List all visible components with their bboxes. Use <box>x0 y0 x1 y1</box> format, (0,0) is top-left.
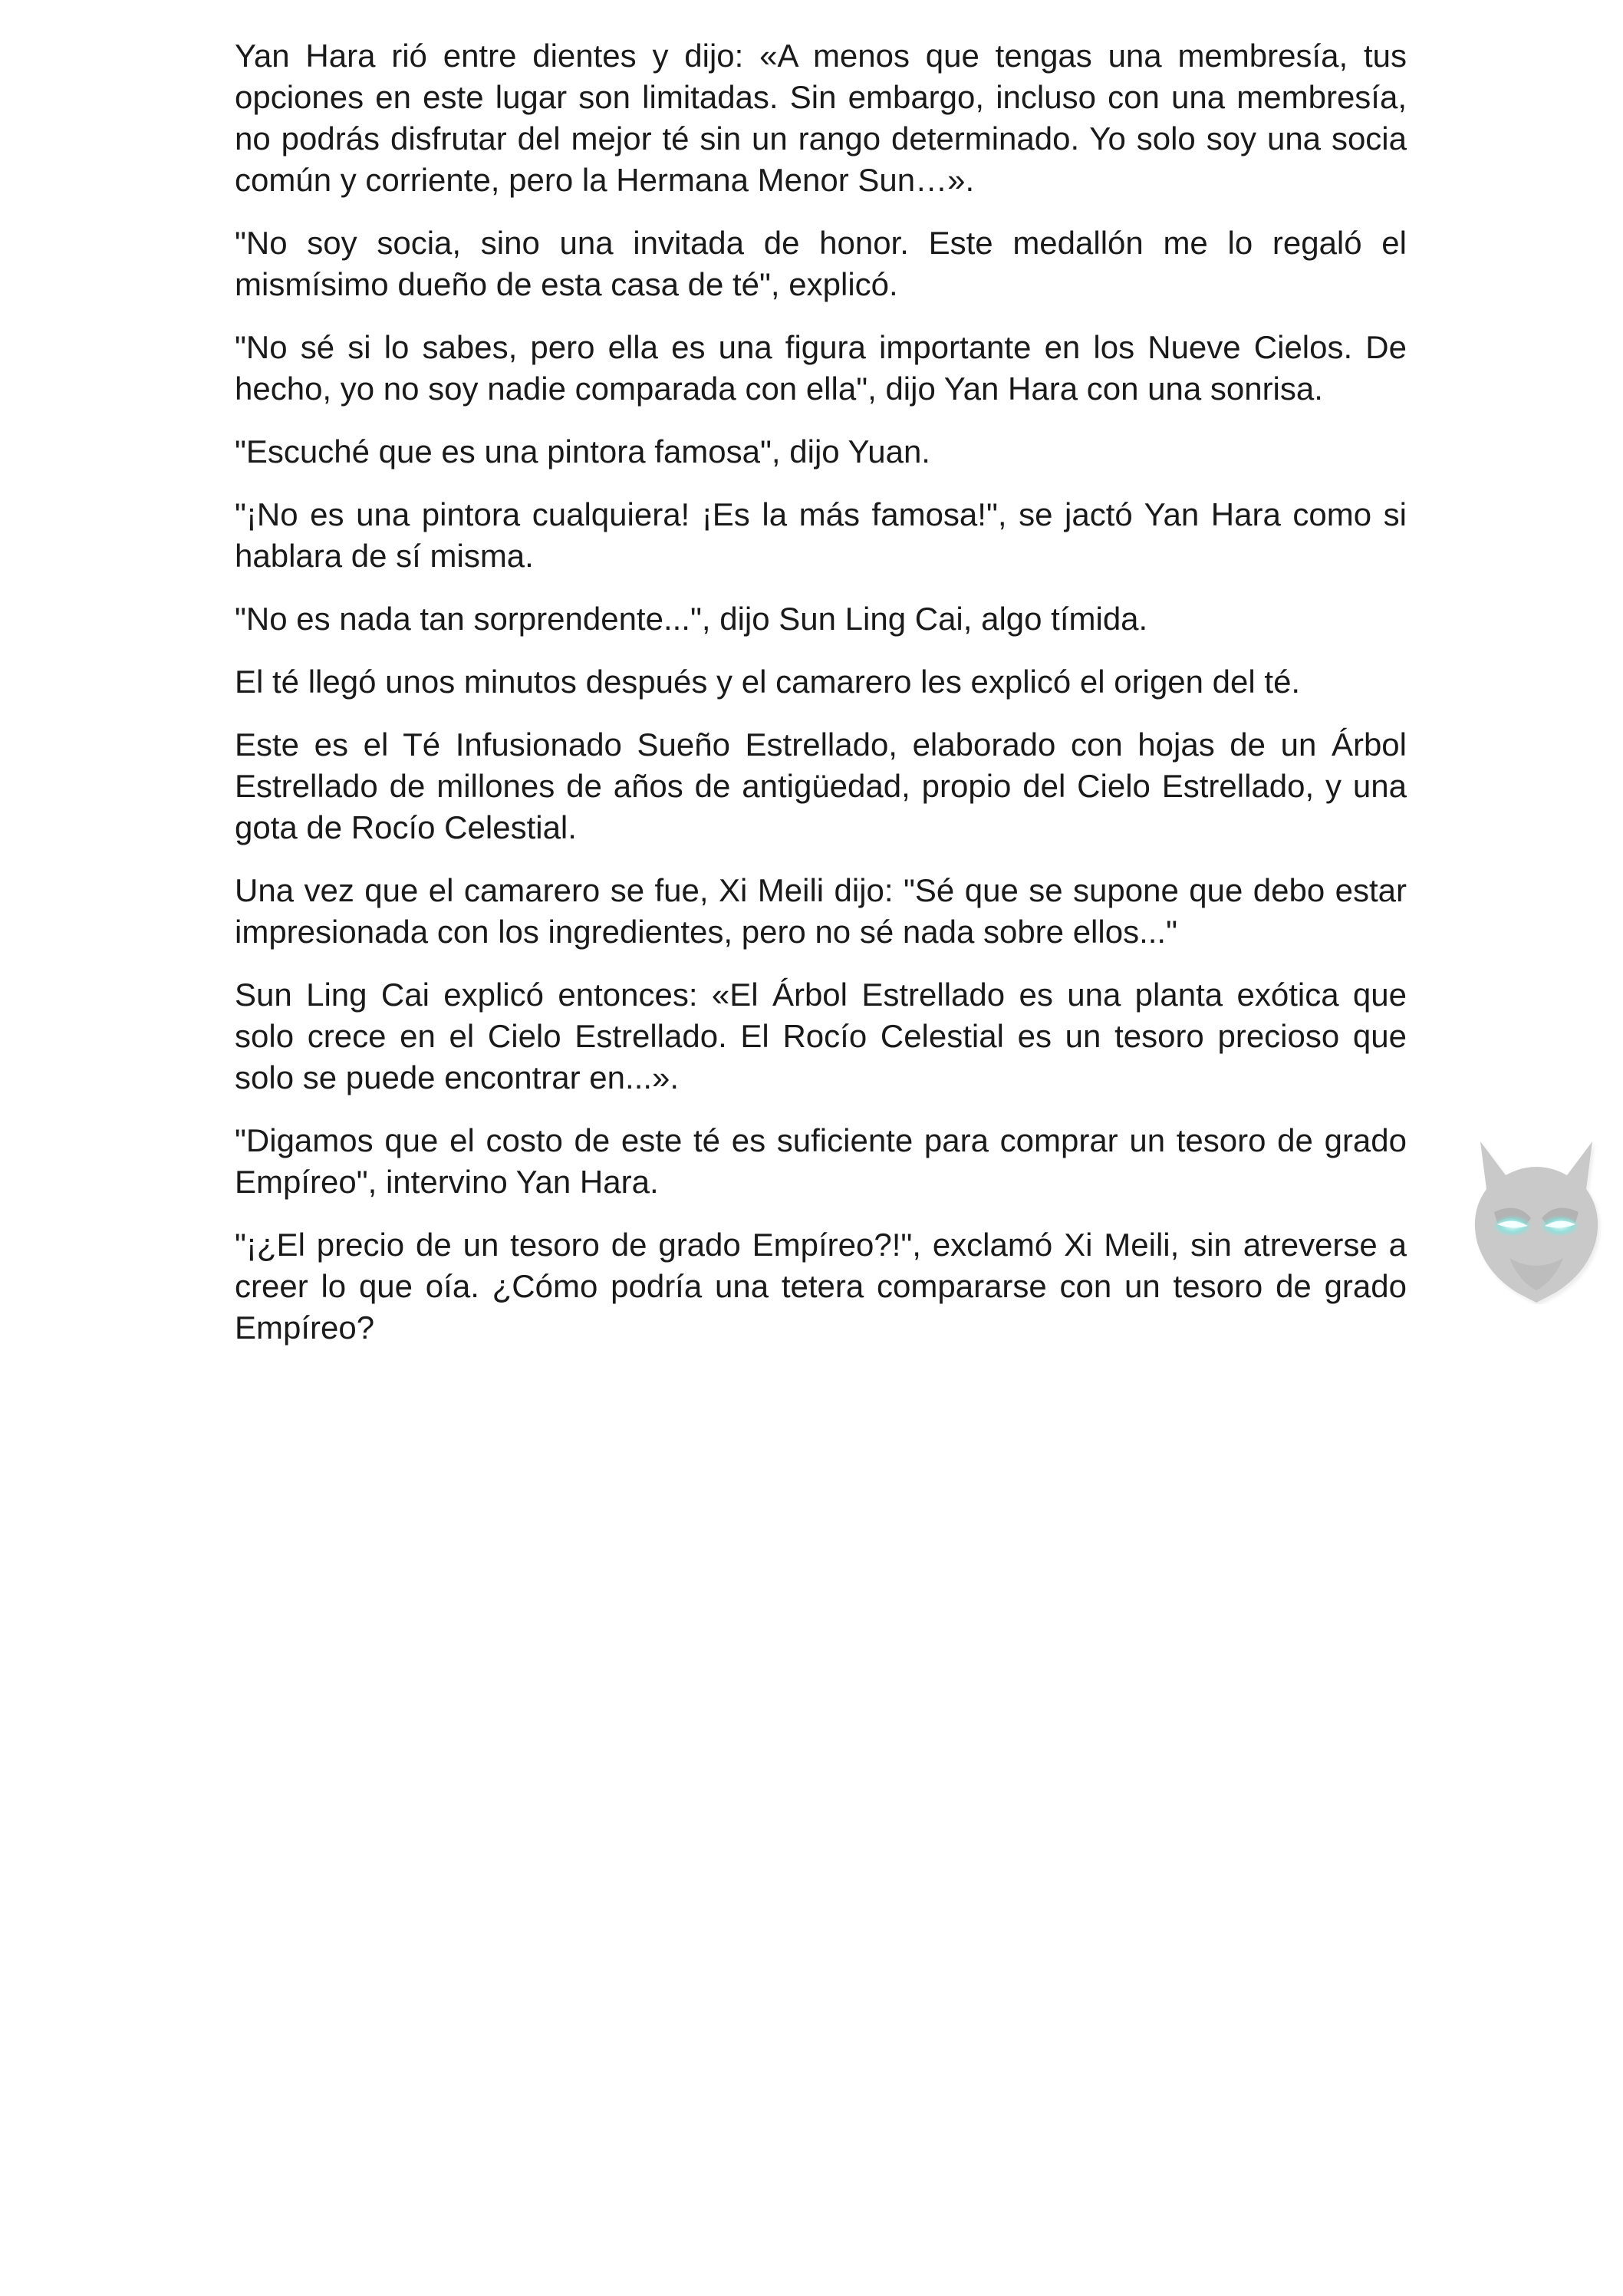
paragraph-4: "Escuché que es una pintora famosa", dijo Yuan. <box>235 433 930 469</box>
watermark <box>1463 1128 1609 1304</box>
paragraph-1: Yan Hara rió entre dientes y dijo: «A menos que tengas una membresía, tus opciones en este lugar son limitadas. Sin embargo, incluso con una membresía, no podrás disfrutar del mejor té sin un rango determinado. Yo solo soy una socia común y corriente, pero la Hermana Menor Sun…». <box>235 38 1407 198</box>
paragraph-6: "No es nada tan sorprendente...", dijo Sun Ling Cai, algo tímida. <box>235 601 1148 637</box>
paragraph-5: "¡No es una pintora cualquiera! ¡Es la más famosa!", se jactó Yan Hara como si hablara de sí misma. <box>235 496 1407 574</box>
paragraph-10: Sun Ling Cai explicó entonces: «El Árbol Estrellado es una planta exótica que solo crece en el Cielo Estrellado. El Rocío Celestial es un tesoro precioso que solo se puede encontrar en...». <box>235 977 1407 1095</box>
paragraph-9: Una vez que el camarero se fue, Xi Meili dijo: "Sé que se supone que debo estar impresionada con los ingredientes, pero no sé nada sobre ellos..." <box>235 872 1407 950</box>
paragraph-2: "No soy socia, sino una invitada de honor. Este medallón me lo regaló el mismísimo dueño de esta casa de té", explicó. <box>235 225 1407 302</box>
paragraph-8: Este es el Té Infusionado Sueño Estrellado, elaborado con hojas de un Árbol Estrellado de millones de años de antigüedad, propio del Cielo Estrellado, y una gota de Rocío Celestial. <box>235 726 1407 845</box>
paragraph-12: "¡¿El precio de un tesoro de grado Empíreo?!", exclamó Xi Meili, sin atreverse a creer lo que oía. ¿Cómo podría una tetera compararse con un tesoro de grado Empíreo? <box>235 1227 1407 1346</box>
paragraph-7: El té llegó unos minutos después y el camarero les explicó el origen del té. <box>235 664 1301 700</box>
paragraph-3: "No sé si lo sabes, pero ella es una figura importante en los Nueve Cielos. De hecho, yo no soy nadie comparada con ella", dijo Yan Hara con una sonrisa. <box>235 329 1407 407</box>
demon-head-icon <box>1463 1128 1609 1304</box>
paragraph-11: "Digamos que el costo de este té es suficiente para comprar un tesoro de grado Empíreo", intervino Yan Hara. <box>235 1122 1407 1200</box>
document-body <box>235 35 1407 1370</box>
